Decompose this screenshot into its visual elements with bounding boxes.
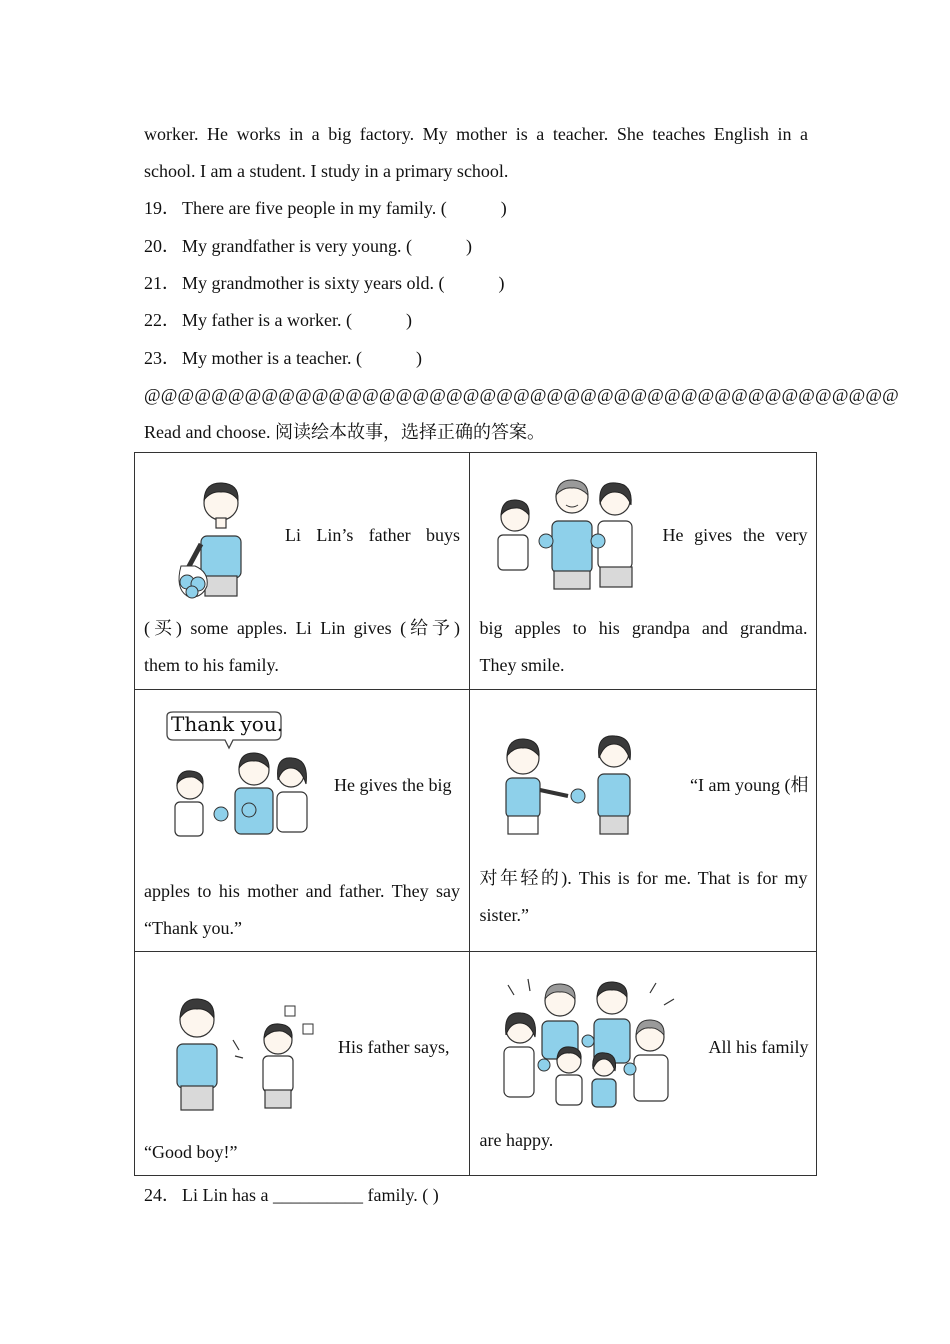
- panel-text: He gives the big: [334, 775, 452, 795]
- panel-text: “I am young (相: [690, 775, 809, 795]
- panel-text: They smile.: [479, 655, 565, 675]
- story-panel-2: [469, 453, 817, 690]
- story-table: [134, 452, 817, 1176]
- section-title: Read and choose. 阅读绘本故事，选择正确的答案。: [144, 422, 545, 442]
- separator-line: @@@@@@@@@@@@@@@@@@@@@@@@@@@@@@@@@@@@@@@@@@@@@: [144, 385, 899, 405]
- question-number: 23．: [144, 348, 180, 368]
- panel-text: Li Lin’s father buys: [285, 525, 460, 545]
- question-text: My grandfather is very young. (: [182, 236, 412, 256]
- panel-text: sister.”: [479, 905, 529, 925]
- panel-text: big apples to his grandpa and grandma.: [479, 618, 808, 638]
- boy-sister-illustration: [494, 730, 644, 840]
- question-23: [144, 347, 422, 369]
- passage-line: school. I am a student. I study in a primary school.: [144, 161, 509, 181]
- question-19: [144, 197, 507, 219]
- story-panel-5: [135, 952, 470, 1176]
- question-21: [144, 272, 504, 294]
- story-panel-3: [135, 690, 470, 952]
- question-22: [144, 309, 412, 331]
- speech-bubble-text: Thank you.: [171, 712, 284, 736]
- panel-text: “Good boy!”: [144, 1142, 238, 1162]
- question-text: There are five people in my family. (: [182, 198, 447, 218]
- question-text: My grandmother is sixty years old. (: [182, 273, 445, 293]
- happy-family-illustration: [498, 977, 683, 1117]
- panel-text: (买) some apples. Li Lin gives (给予): [144, 618, 460, 638]
- story-panel-6: [469, 952, 817, 1176]
- panel-text: are happy.: [479, 1130, 554, 1150]
- panel-text: them to his family.: [144, 655, 279, 675]
- panel-text: His father says,: [338, 1037, 450, 1057]
- story-panel-1: [135, 453, 470, 690]
- question-number: 20．: [144, 236, 180, 256]
- question-close: ): [498, 273, 505, 293]
- panel-text: He gives the very: [662, 525, 808, 545]
- question-20: [144, 235, 472, 257]
- question-24: [144, 1184, 439, 1206]
- question-number: 22．: [144, 310, 180, 330]
- panel-text: “Thank you.”: [144, 918, 242, 938]
- question-text[interactable]: Li Lin has a __________ family. ( ): [182, 1185, 439, 1205]
- panel-text: 对年轻的). This is for me. That is for my: [479, 868, 808, 888]
- question-close: ): [415, 348, 422, 368]
- question-close: ): [405, 310, 412, 330]
- question-text: My mother is a teacher. (: [182, 348, 362, 368]
- father-apples-illustration: [165, 478, 265, 603]
- panel-text: All his family: [708, 1037, 809, 1057]
- passage-line: worker. He works in a big factory. My mother is a teacher. She teaches English in a: [144, 124, 808, 144]
- question-number: 19．: [144, 198, 180, 218]
- question-number: 21．: [144, 273, 180, 293]
- question-number: 24．: [144, 1185, 180, 1205]
- story-panel-4: [469, 690, 817, 952]
- question-close: ): [500, 198, 507, 218]
- question-text: My father is a worker. (: [182, 310, 352, 330]
- grandparents-illustration: [490, 475, 650, 590]
- panel-text: apples to his mother and father. They say: [144, 881, 460, 901]
- question-close: ): [465, 236, 472, 256]
- father-good-boy-illustration: [171, 990, 331, 1115]
